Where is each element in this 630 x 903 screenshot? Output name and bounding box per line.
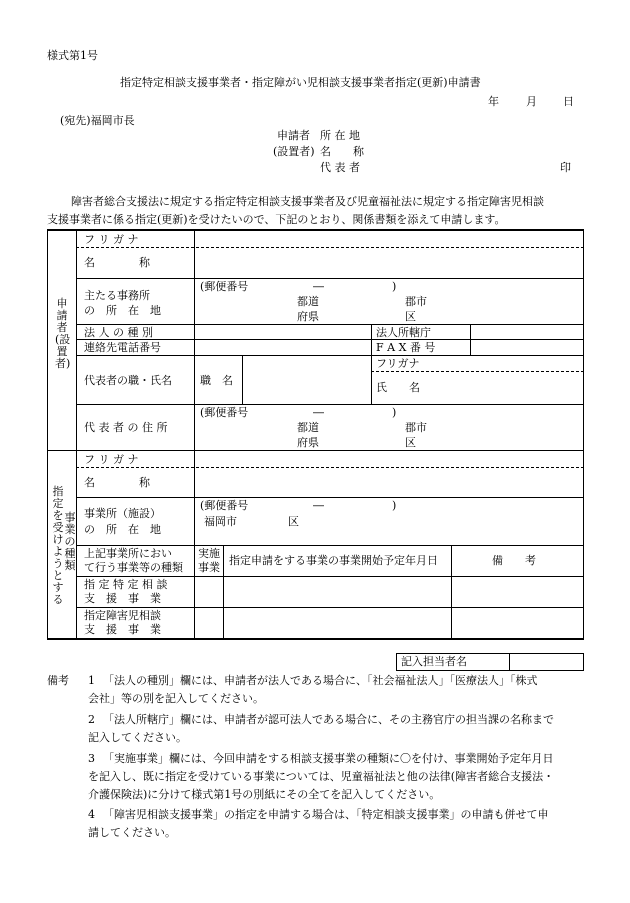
furigana-label: フ リ ガ ナ xyxy=(84,233,139,246)
note-3-line-2: を記入し、既に指定を受けている事業については、児童福祉法と他の法律(障害者総合支援法・ xyxy=(88,770,555,783)
prefecture-label-a: 都道 xyxy=(297,295,319,308)
rep-postal-close: ) xyxy=(392,406,397,419)
service-specific-label-2: 支 援 事 業 xyxy=(84,592,161,605)
corp-type-label: 法 人 の 種 別 xyxy=(84,326,153,339)
form-title: 指定特定相談支援事業者・指定障がい児相談支援事業者指定(更新)申請書 xyxy=(120,76,481,89)
rep-city: 郡市 xyxy=(405,421,427,434)
date-day: 日 xyxy=(563,95,574,108)
postal-code-label: (郵便番号 xyxy=(200,280,249,293)
section-business-type-a: 指定を受けようとする xyxy=(52,485,64,606)
rep-ward: 区 xyxy=(405,436,416,449)
section-applicant: 申請者(設置者) xyxy=(55,297,71,370)
office-location-label-2: の 所 在 地 xyxy=(84,523,161,536)
intro-line-1: 障害者総合支援法に規定する指定特定相談支援事業者及び児童福祉法に規定する指定障害児相談 xyxy=(71,195,544,208)
note-3-number: 3 xyxy=(88,752,95,765)
furigana-small-label: フリガナ xyxy=(376,357,420,370)
addressee: (宛先)福岡市長 xyxy=(60,114,135,127)
fukuoka-city-label: 福岡市 xyxy=(204,515,237,528)
recorder-label: 記入担当者名 xyxy=(401,655,467,668)
city-label: 郡市 xyxy=(405,295,427,308)
office-postal-label: (郵便番号 xyxy=(200,499,249,512)
postal-dash: ― xyxy=(313,280,324,293)
notes-label: 備考 xyxy=(47,674,69,687)
section-business-type-b: 事業の種類 xyxy=(64,511,76,572)
office-ward-label: 区 xyxy=(288,515,299,528)
note-4-line-2: 請してください。 xyxy=(88,826,176,839)
rep-postal-label: (郵便番号 xyxy=(200,406,249,419)
office-location-label-1: 事業所（施設） xyxy=(84,507,161,520)
corp-office-label: 法人所轄庁 xyxy=(376,326,431,339)
note-2-line-1: 「法人所轄庁」欄には、申請者が認可法人である場合に、その主務官庁の担当課の名称まで xyxy=(103,713,554,726)
rep-address-label: 代 表 者 の 住 所 xyxy=(84,421,168,434)
remarks-header: 備 考 xyxy=(492,554,536,567)
ward-label: 区 xyxy=(405,310,416,323)
office-postal-dash: ― xyxy=(313,499,324,512)
full-name-label: 氏 名 xyxy=(376,381,420,394)
postal-close: ) xyxy=(392,280,397,293)
furigana-label-2: フ リ ガ ナ xyxy=(84,453,139,466)
prefecture-label-b: 府県 xyxy=(297,310,319,323)
office-address-label-2: の 所 在 地 xyxy=(84,304,161,317)
intro-line-2: 支援事業者に係る指定(更新)を受けたいので、下記のとおり、関係書類を添えて申請します。 xyxy=(47,213,506,226)
date-year: 年 xyxy=(488,95,499,108)
date-month: 月 xyxy=(526,95,537,108)
name-label: 名 称 xyxy=(84,256,150,269)
fax-label: F A X 番 号 xyxy=(376,341,436,354)
applicant-label: 申請者 xyxy=(277,129,310,142)
work-type-label-1: 上記事業所におい xyxy=(84,547,172,560)
applicant-name-label: 名 称 xyxy=(320,145,364,158)
note-1-line-2: 会社」等の別を記入してください。 xyxy=(88,692,264,705)
representative-label: 代 表 者 xyxy=(320,161,360,174)
service-specific-label-1: 指 定 特 定 相 談 xyxy=(84,578,168,591)
form-number: 様式第1号 xyxy=(47,49,98,62)
note-4-line-1: 「障害児相談支援事業」の指定を申請する場合は、「特定相談支援事業」の申請も併せて申 xyxy=(103,808,549,821)
recorder-box xyxy=(396,653,584,671)
tel-label: 連絡先電話番号 xyxy=(84,341,161,354)
name-label-2: 名 称 xyxy=(84,476,150,489)
implemented-label-1: 実施 xyxy=(198,547,220,560)
seal-mark: 印 xyxy=(560,161,571,174)
recorder-input[interactable] xyxy=(509,654,583,670)
note-3-line-3: 介護保険法)に分けて様式第1号の別紙にその全てを記入してください。 xyxy=(88,788,441,801)
position-label: 職 名 xyxy=(200,374,233,387)
implemented-label-2: 事業 xyxy=(198,561,220,574)
service-child-label-1: 指定障害児相談 xyxy=(84,609,161,622)
office-address-label-1: 主たる事務所 xyxy=(84,289,150,302)
note-3-line-1: 「実施事業」欄には、今回申請をする相談支援事業の種類に〇を付け、事業開始予定年月日 xyxy=(103,752,554,765)
note-4-number: 4 xyxy=(88,808,95,821)
applicant-address-label: 所 在 地 xyxy=(320,129,360,142)
note-1-number: 1 xyxy=(88,674,95,687)
work-type-label-2: て行う事業等の種類 xyxy=(84,561,183,574)
rep-title-name-label: 代表者の職・氏名 xyxy=(84,374,172,387)
note-2-line-2: 記入してください。 xyxy=(88,731,187,744)
office-postal-close: ) xyxy=(392,499,397,512)
service-child-label-2: 支 援 事 業 xyxy=(84,623,161,636)
applicant-label-setter: (設置者) xyxy=(273,145,315,158)
rep-postal-dash: ― xyxy=(313,406,324,419)
start-date-header: 指定申請をする事業の事業開始予定年月日 xyxy=(229,554,438,567)
rep-prefecture-a: 都道 xyxy=(297,421,319,434)
note-1-line-1: 「法人の種別」欄には、申請者が法人である場合に、「社会福祉法人」「医療法人」「株式 xyxy=(103,674,538,687)
note-2-number: 2 xyxy=(88,713,95,726)
rep-prefecture-b: 府県 xyxy=(297,436,319,449)
